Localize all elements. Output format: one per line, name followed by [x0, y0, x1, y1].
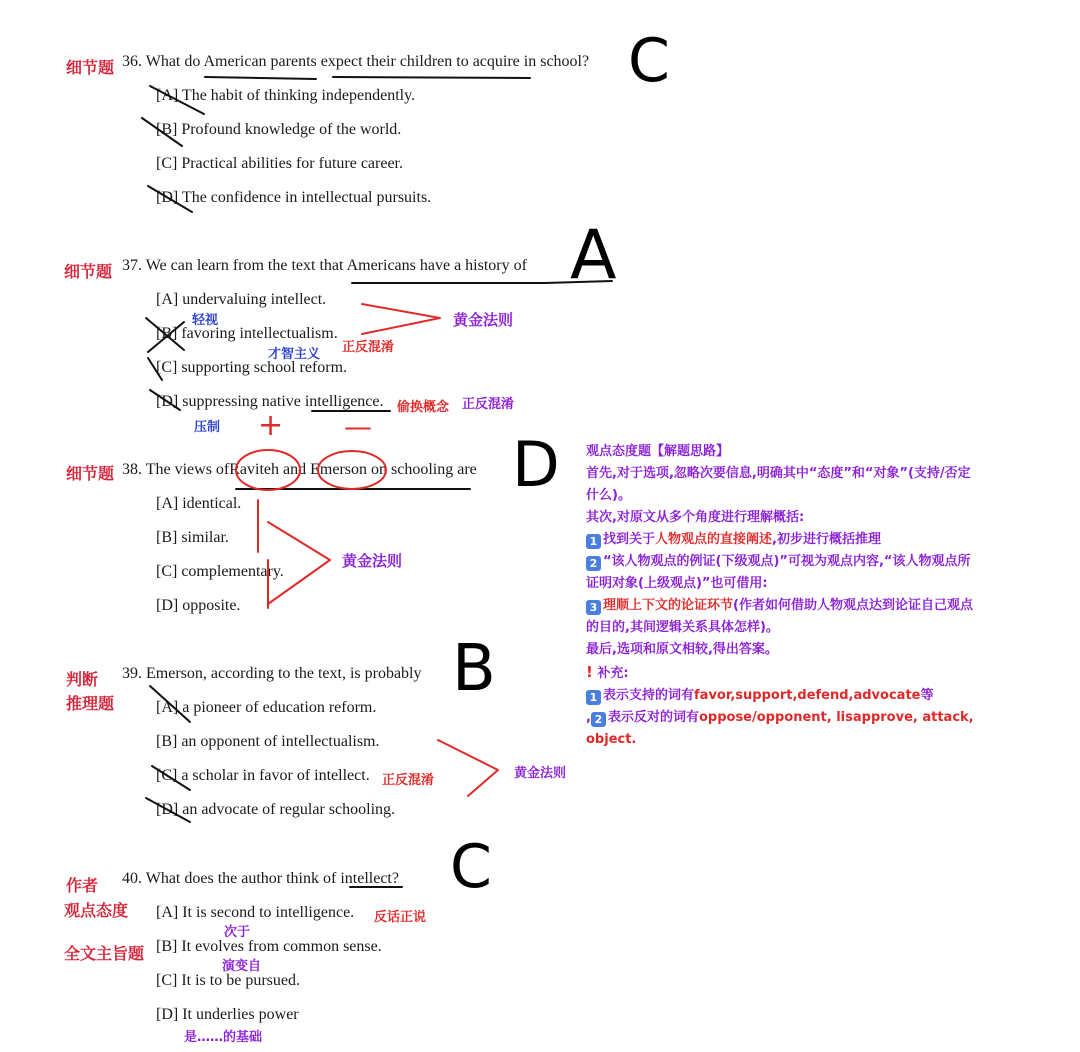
option-a: [A] The habit of thinking independently.: [156, 87, 416, 104]
question-36-text: 36. What do American parents expect their children to acquire in school?: [122, 53, 590, 70]
notes-text: 表示反对的词有: [607, 710, 699, 725]
notes-line: [586, 529, 974, 551]
question-type-tag: 细节题: [66, 464, 115, 483]
notes-text: 表示支持的词有: [603, 688, 695, 703]
annotation-golden-rule: 黄金法则: [453, 311, 514, 329]
notes-text: 补充:: [597, 666, 629, 681]
question-37-text: 37. We can learn from the text that Americans have a history of: [122, 257, 527, 274]
circled-word: Raviteh: [229, 461, 280, 478]
bracket-mark: [438, 740, 498, 796]
question-38-text: [122, 461, 477, 479]
notes-line: 的目的,其间逻辑关系具体怎样)。: [586, 620, 779, 635]
annotation-note: 正反混淆: [382, 773, 435, 788]
exclamation-icon: !: [586, 663, 593, 681]
notes-line: 证明对象(上级观点)”也可借用:: [586, 576, 768, 591]
annotation-note: 偷换概念: [397, 400, 450, 415]
annotation-gloss: 演变自: [222, 959, 262, 974]
handwritten-answer: C: [628, 26, 670, 96]
question-type-tag: 判断: [66, 670, 99, 689]
strategy-notes: [586, 441, 974, 751]
option-a: [A] undervaluing intellect.: [156, 291, 327, 308]
question-type-tag: 全文主旨题: [64, 944, 145, 963]
option-c: [C] complementary.: [156, 563, 284, 580]
option-c: [C] supporting school reform.: [156, 359, 348, 376]
notes-text: ,初步进行概括推理: [772, 532, 881, 547]
item-1-badge: 1: [586, 690, 601, 705]
step-3-badge: 3: [586, 600, 601, 615]
notes-line: [586, 595, 974, 617]
annotation-note: 正反混淆: [342, 340, 395, 355]
notes-line: [586, 685, 974, 707]
option-b: [B] an opponent of intellectualism.: [156, 733, 380, 750]
question-40-text: 40. What does the author think of intellect?: [122, 870, 399, 887]
option-a: [A] identical.: [156, 495, 242, 512]
option-d: [D] opposite.: [156, 597, 241, 614]
annotation-gloss: 压制: [194, 420, 221, 435]
annotation-gloss: 是……的基础: [184, 1030, 263, 1045]
option-b: [B] similar.: [156, 529, 229, 546]
option-d: [D] It underlies power: [156, 1006, 299, 1023]
option-b: [B] favoring intellectualism.: [156, 325, 338, 342]
option-c: [C] a scholar in favor of intellect.: [156, 767, 370, 784]
question-39-text: 39. Emerson, according to the text, is probably: [122, 665, 422, 682]
option-d: [D] suppressing native intelligence.: [156, 393, 384, 410]
notes-line: [586, 551, 974, 573]
annotation-gloss: 次于: [224, 925, 251, 940]
underline-mark: [333, 77, 530, 78]
option-b: [B] It evolves from common sense.: [156, 938, 382, 955]
notes-line: object.: [586, 732, 637, 747]
option-c: [C] Practical abilities for future career.: [156, 155, 403, 172]
handwritten-answer: A: [570, 216, 617, 295]
option-d: [D] The confidence in intellectual pursuits.: [156, 189, 432, 206]
option-a: [A] It is second to intelligence.: [156, 904, 355, 921]
notes-line: 什么)。: [586, 488, 631, 503]
option-b: [B] Profound knowledge of the world.: [156, 121, 402, 138]
notes-line: 最后,选项和原文相较,得出答案。: [586, 642, 778, 657]
annotation-note: 反话正说: [374, 910, 427, 925]
circled-word: Emerson: [310, 461, 367, 478]
notes-highlight: 人物观点的直接阐述: [655, 532, 773, 547]
notes-line: 首先,对于选项,忽略次要信息,明确其中“态度”和“对象”(支持/否定: [586, 466, 971, 481]
notes-highlight: favor,support,defend,advocate: [694, 688, 921, 703]
question-text-part: and: [283, 461, 307, 478]
question-text-part: on schooling are: [371, 461, 477, 478]
notes-line: [586, 661, 974, 685]
notes-text: (作者如何借助人物观点达到论证自己观点: [733, 598, 973, 613]
question-type-tag: 推理题: [66, 694, 115, 713]
notes-text: 等: [920, 688, 934, 703]
item-2-badge: 2: [591, 712, 606, 727]
notes-line: 其次,对原文从多个角度进行理解概括:: [586, 510, 805, 525]
annotation-gloss: 才智主义: [268, 347, 321, 362]
notes-title: 观点态度题【解题思路】: [586, 444, 730, 459]
notes-text: 找到关于: [603, 532, 656, 547]
annotation-golden-rule: 黄金法则: [514, 766, 567, 781]
handwritten-answer: C: [450, 832, 492, 902]
annotation-gloss: 轻视: [192, 313, 219, 328]
handwritten-answer: D: [512, 428, 560, 501]
option-d: [D] an advocate of regular schooling.: [156, 801, 396, 818]
handwritten-answer: B: [452, 632, 496, 706]
question-type-tag: 细节题: [64, 262, 113, 281]
notes-line: , 2 表示反对的词有oppose/opponent, lisapprove, attack,: [586, 710, 974, 726]
annotation-note: 正反混淆: [462, 397, 515, 412]
bracket-mark: [362, 304, 440, 334]
question-type-tag: 观点态度: [64, 901, 129, 920]
plus-mark: +: [258, 408, 284, 443]
option-c: [C] It is to be pursued.: [156, 972, 300, 989]
underline-mark: [205, 77, 316, 79]
question-type-tag: 作者: [66, 876, 99, 895]
annotation-golden-rule: 黄金法则: [342, 552, 403, 570]
notes-highlight: 理顺上下文的论证环节: [603, 598, 734, 613]
question-type-tag: 细节题: [66, 58, 115, 77]
option-a: [A] a pioneer of education reform.: [156, 699, 377, 716]
step-2-badge: 2: [586, 556, 601, 571]
notes-text: “该人物观点的例证(下级观点)”可视为观点内容,“该人物观点所: [603, 554, 971, 569]
question-text-part: 38. The views of: [122, 461, 230, 478]
notes-highlight: oppose/opponent, lisapprove, attack,: [698, 710, 974, 725]
step-1-badge: 1: [586, 534, 601, 549]
minus-mark: —: [344, 410, 372, 443]
